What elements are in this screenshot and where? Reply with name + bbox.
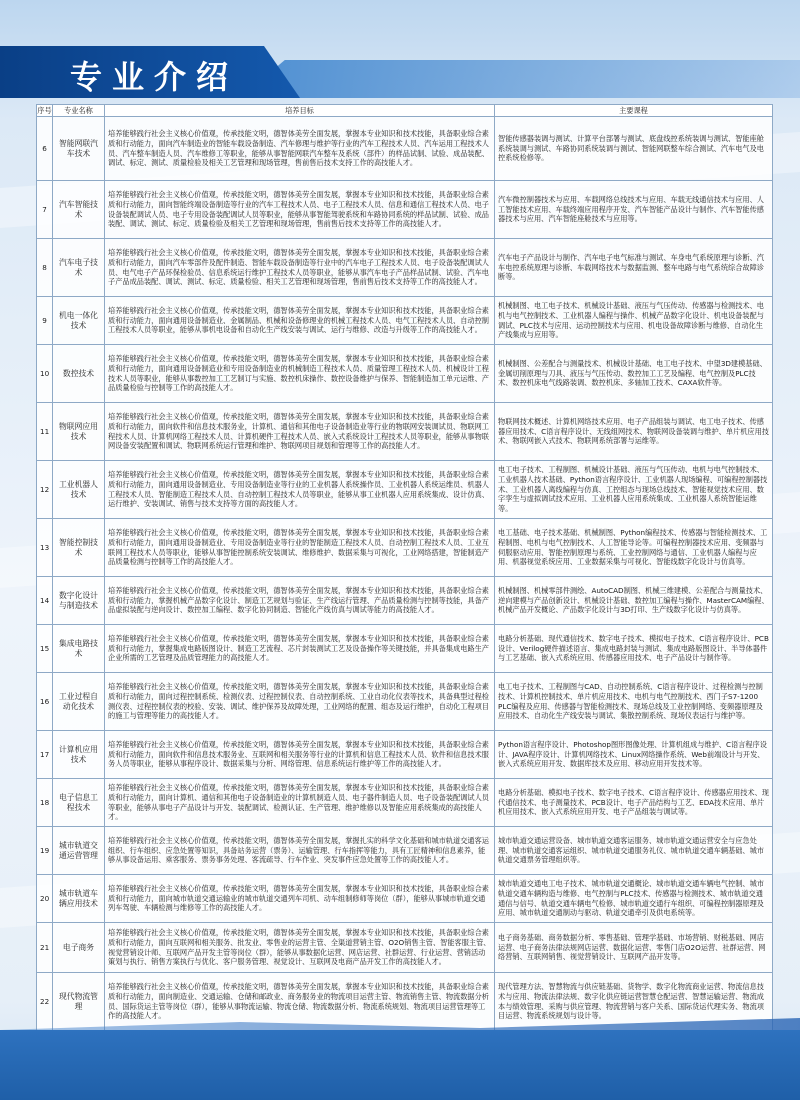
page-title: 专业介绍 [70, 58, 239, 96]
table-row [37, 297, 773, 345]
row-no: 6 [37, 117, 53, 181]
row-courses: 物联网技术概述、计算机网络技术应用、电子产品组装与调试、电工电子技术、传感器应用技术、C语言程序设计、无线组网技术、物联网设备装调与维护、单片机应用技术、物联网嵌入式技术、物联网系统部署与运维等。 [495, 403, 773, 461]
row-no: 9 [37, 297, 53, 345]
table-row [37, 731, 773, 779]
row-objective: 培养能够践行社会主义核心价值观，传承技能文明，德智体美劳全面发展，掌握本专业知识和技术技能，具备职业综合素质和行动能力，面向通用设备制造业、专用设备制造业等行业的智能制造工程技术人员、自动控制工程技术人员、工业互联网工程技术人员等职业，能够从事智能控制系统安装调试、维修维护、数据采集与可视化，工业网络搭建，智能制造产品质量检测与控制等工作的高技能人才。 [105, 519, 495, 577]
row-objective: 培养能够践行社会主义核心价值观，传承技能文明，德智体美劳全面发展，掌握本专业知识和技术技能，具备职业综合素质和行动能力，面向通用设备制造业、专用设备制造业等行业的工业机器人系统操作员、工业机器人系统运维员、机器人工程技术人员、智能制造工程技术人员、自动控制工程技术人员等职业，能够从事工业机器人应用系统集成、设计仿真、运行维护、安装调试、销售与技术支持等方面的高技能人才。 [105, 461, 495, 519]
row-no: 18 [37, 779, 53, 827]
row-objective: 培养能够践行社会主义核心价值观，传承技能文明，德智体美劳全面发展，掌握本专业知识和技术技能，具备职业综合素质和行动能力，面向汽车制造业的智能车载设备制造、汽车修理与维护等行业的汽车工程技术人员、汽车运用工程技术人员、汽车整车制造人员、汽车维修工等职业，能够从事智能网联汽车整车及系统（部件）的样品试制、试验、成品装配、调试、标定、测试、质量检验及相关工艺管理和现场管理，售前售后技术支持工作的高技能人才。 [105, 117, 495, 181]
row-objective: 培养能够践行社会主义核心价值观，传承技能文明，德智体美劳全面发展，掌握本专业知识和技术技能，具备职业综合素质和行动能力，面向过程控制系统、检测仪表、过程控制仪表、自动控制系统、工业自动化仪表等技术，具备典型过程检测仪表、过程控制仪表的校验、安装、调试、维护保养及故障处理，工业网络的配置、组态及运行维护，自动化工程项目的施工与管理等能力的高技能人才。 [105, 673, 495, 731]
row-program-name: 工业机器人技术 [53, 461, 105, 519]
row-objective: 培养能够践行社会主义核心价值观，传承技能文明，德智体美劳全面发展，掌握本专业知识和技术技能，具备职业综合素质和行动能力，面向计算机、通信和其他电子设备制造业的计算机制造人员、电子器件制造人员、电子设备装配调试人员等职业，能够从事电子产品设计与开发、装配调试、检测认证、生产管理、维护维修以及智能应用系统集成的高技能人才。 [105, 779, 495, 827]
row-program-name: 现代物流管理 [53, 973, 105, 1031]
row-courses: 城市轨道交通电工电子技术、城市轨道交通概论、城市轨道交通车辆电气控制、城市轨道交通车辆构造与维修、电气控制与PLC技术、传感器与检测技术、城市轨道交通通信与信号、轨道交通车辆电气检修、城市轨道交通行车组织、可编程控制器原理及应用、城市轨道交通制动与驱动、轨道交通牵引及供电系统等。 [495, 875, 773, 923]
row-no: 7 [37, 181, 53, 239]
table-row [37, 673, 773, 731]
table-row [37, 117, 773, 181]
row-program-name: 电子商务 [53, 923, 105, 973]
row-program-name: 工业过程自动化技术 [53, 673, 105, 731]
row-objective: 培养能够践行社会主义核心价值观，传承技能文明，德智体美劳全面发展，掌握本专业知识和技术技能，具备职业综合素质和行动能力，面向智能终端设备制造等行业的汽车工程技术人员、电子工程技术人员、信息和通信工程技术人员、电子设备装配调试人员、电子专用设备装配调试人员等职业，能够从事智能驾驶系统和车路协同系统的样品试制、试验、成品装配、调试、测试、标定、质量检验及相关工艺管理和现场管理，售前售后技术支持等工作的高技能人才。 [105, 181, 495, 239]
row-courses: 机械制图、电工电子技术、机械设计基础、液压与气压传动、传感器与检测技术、电机与电气控制技术、工业机器人编程与操作、机械产品数字化设计、机电设备装配与调试、PLC技术与应用、运动控制技术与应用、机电设备故障诊断与维修、自动化生产线集成与应用等。 [495, 297, 773, 345]
row-program-name: 城市轨道交通运营管理 [53, 827, 105, 875]
row-objective: 培养能够践行社会主义核心价值观，传承技能文明，德智体美劳全面发展，掌握本专业知识和技术技能，具备职业综合素质和行动能力，面向通用设备制造业、金属制品、机械和设备修理业的机械工程技术人员、电气工程技术人员、自动控制工程技术人员等职业，能够从事机电设备和自动化生产线安装与调试、运行与维修、改造与升级等工作的高技能人才。 [105, 297, 495, 345]
row-courses: 电路分析基础、现代通信技术、数字电子技术、模拟电子技术、C语言程序设计、PCB设计、Verilog硬件描述语言、集成电路封装与测试、集成电路版图设计、半导体器件与工艺基础、嵌入式系统应用、传感器应用技术、电子产品设计与制作等。 [495, 625, 773, 673]
row-objective: 培养能够践行社会主义核心价值观，传承技能文明，德智体美劳全面发展，掌握本专业知识和技术技能，具备职业综合素质和行动能力，面向互联网和相关服务、批发业、零售业的运营主管、全渠道营销主管、O2O销售主管、智能客服主管、视觉营销设计师、互联网产品开发主管等岗位（群），能够从事数据化运营、网店运营、社群运营、行业运营、营销活动策划与执行、销售方案执行与优化、客户服务管理、视觉设计、互联网及电商产品开发工作的高技能人才。 [105, 923, 495, 973]
row-courses: 智能传感器装调与测试、计算平台部署与测试、底盘线控系统装调与测试、智能座舱系统装调与测试、车路协同系统装调与测试、智能网联整车综合测试、汽车电气及电控系统检修等。 [495, 117, 773, 181]
row-no: 15 [37, 625, 53, 673]
row-objective: 培养能够践行社会主义核心价值观，传承技能文明，德智体美劳全面发展，掌握本专业知识和技术技能，具备职业综合素质和行动能力，面向软件和信息技术服务业，计算机、通信和其他电子设备制造业等行业的物联网安装调试员、物联网工程技术人员、计算机网络工程技术人员、计算机硬件工程技术人员、嵌入式系统设计工程技术人员等职业，能够从事物联网设备安装配置和调试、物联网系统运行管理和维护、物联网项目规划和管理等工作的高技能人才。 [105, 403, 495, 461]
header-objective: 培养目标 [105, 105, 495, 117]
row-courses: 城市轨道交通运营设备、城市轨道交通客运服务、城市轨道交通运营安全与应急处理、城市轨道交通客运组织、城市轨道交通服务礼仪、城市轨道交通车辆基础、城市轨道交通票务管理组织等。 [495, 827, 773, 875]
row-no: 16 [37, 673, 53, 731]
row-program-name: 智能控制技术 [53, 519, 105, 577]
row-courses: 现代管理方法、智慧物流与供应链基础、货物学、数字化物流商业运营、物流信息技术与应用、物流法律法规、数字化供应链运营智慧仓配运营、智慧运输运营、物流成本与绩效管理、采购与供应管理、物流营销与客户关系、国际货运代理实务、物流项目运营、物流系统规划与设计等。 [495, 973, 773, 1031]
row-objective: 培养能够践行社会主义核心价值观，传承技能文明，德智体美劳全面发展，掌握本专业知识和技术技能，具备职业综合素质和行动能力，面向通用设备制造业和专用设备制造业的机械制造工程技术人员、质量管理工程技术人员、机械设计工程技术人员等职业，能够从事数控加工工艺制订与实施、数控机床操作、数控设备维护与保养、智能制造加工单元运维、产品质量检验与控制等工作的高技能人才。 [105, 345, 495, 403]
row-courses: 机械制图、机械零部件测绘、AutoCAD制图、机械三维建模、公差配合与测量技术、逆向建模与产品创新设计、机械设计基础、数控加工编程与操作、MasterCAM编程、机械产品开发概论、产品数字化设计与3D打印、生产线数字化设计与仿真等。 [495, 577, 773, 625]
row-courses: 机械制图、公差配合与测量技术、机械设计基础、电工电子技术、中望3D建模基础、金属切削原理与刀具、液压与气压传动、数控加工工艺及编程、电气控制及PLC技术、数控机床电气线路装调、数控机床、多轴加工技术、CAXA软件等。 [495, 345, 773, 403]
program-table-container [36, 104, 772, 1031]
table-row [37, 239, 773, 297]
row-courses: 汽车电子产品设计与制作、汽车电子电气标准与测试、车身电气系统原理与诊断、汽车电控系统原理与诊断、车载网络技术与数据监测、整车电路与电气系统综合故障诊断等。 [495, 239, 773, 297]
row-no: 22 [37, 973, 53, 1031]
row-courses: 电工基础、电子技术基础、机械制图、Python编程技术、传感器与智能检测技术、工程制图、电机与电气控制技术、人工智能导论等。可编程控制器技术应用、变频器与伺服驱动应用、智能控制原理与系统、工业控制网络与通信、工业机器人编程与应用、机器视觉系统应用、工业数据采集与可视化、智能线数字化设计与仿真等。 [495, 519, 773, 577]
row-objective: 培养能够践行社会主义核心价值观，传承技能文明，德智体美劳全面发展，掌握本专业知识和技术技能，具备职业综合素质和行动能力，面向软件和信息技术服务业、互联网和相关服务等行业的计算机和信息工程技术人员、软件和信息技术服务人员等职业，能够从事程序设计、数据采集与分析、网络管理、信息系统运行维护等工作的高技能人才。 [105, 731, 495, 779]
row-no: 17 [37, 731, 53, 779]
row-courses: 电工电子技术、工程制图、机械设计基础、液压与气压传动、电机与电气控制技术、工业机器人技术基础、Python语言程序设计、工业机器人现场编程、可编程控制器技术、工业机器人离线编程与仿真、工控组态与现场总线技术、智能视觉技术应用、数字孪生与虚拟调试技术应用、工业机器人应用系统集成、工业机器人系统智能运维等。 [495, 461, 773, 519]
row-no: 8 [37, 239, 53, 297]
row-no: 20 [37, 875, 53, 923]
row-courses: 电路分析基础、模拟电子技术、数字电子技术、C语言程序设计、传感器应用技术、现代通信技术、电子测量技术、PCB设计、电子产品结构与工艺、EDA技术应用、单片机应用技术、嵌入式系统应用开发、电子产品组装与调试等。 [495, 779, 773, 827]
row-objective: 培养能够践行社会主义核心价值观，传承技能文明，德智体美劳全面发展，掌握扎实的科学文化基础和城市轨道交通客运组织、行车组织、应急处置等知识，具备站务运营（票务）、运输管理、行车指挥等能力，具有工匠精神和信息素养，能够从事设备运用、乘客服务、票务事务处理、客流疏导、行车作业、突发事件应急处置等工作的高技能人才。 [105, 827, 495, 875]
table-row [37, 181, 773, 239]
row-courses: 汽车微控制器技术与应用、车载网络总线技术与应用、车载无线通信技术与应用、人工智能技术应用、车载终端应用程序开发、汽车智能产品设计与制作、汽车智能传感器技术与应用、汽车智能座舱技术与应用等。 [495, 181, 773, 239]
row-objective: 培养能够践行社会主义核心价值观，传承技能文明，德智体美劳全面发展，掌握本专业知识和技术技能，具备职业综合素质和行动能力，面向制造业、交通运输、仓储和邮政业、商务服务业的物流项目运营主管、物流销售主管、物流数据分析员、国际货运主管等岗位（群），能够从事物流运输、物流仓储、物流数据分析、物流系统规划、物流项目运营管理等工作的高技能人才。 [105, 973, 495, 1031]
table-row [37, 345, 773, 403]
table-row [37, 625, 773, 673]
row-objective: 培养能够践行社会主义核心价值观，传承技能文明，德智体美劳全面发展，掌握本专业知识和技术技能，具备职业综合素质和行动能力，掌握机械产品数字化设计、制造工艺规划与验证、生产线运行管理、产品质量检测与控制等技能，具备产品虚拟装配与逆向设计、数控加工编程、数字化协同制造、智能化产线仿真与调试等能力的高技能人才。 [105, 577, 495, 625]
row-courses: Python语言程序设计、Photoshop图形图像处理、计算机组成与维护、C语言程序设计、JAVA程序设计、计算机网络技术、Linux网络操作系统、Web前端设计与开发、嵌入式系统应用开发、数据库技术及应用、移动应用开发技术等。 [495, 731, 773, 779]
table-row [37, 923, 773, 973]
row-program-name: 计算机应用技术 [53, 731, 105, 779]
row-courses: 电子商务基础、商务数据分析、零售基础、管理学基础、市场营销、财税基础、网店运营、电子商务法律法规网店运营、数据化运营、零售门店O2O运营、社群运营、网络营销、互联网销售、视觉营销设计、互联网产品开发等。 [495, 923, 773, 973]
header-name: 专业名称 [53, 105, 105, 117]
row-no: 11 [37, 403, 53, 461]
row-no: 13 [37, 519, 53, 577]
row-objective: 培养能够践行社会主义核心价值观，传承技能文明，德智体美劳全面发展，掌握本专业知识和技术技能，具备职业综合素质和行动能力，面向城市轨道交通运输业的城市轨道交通列车司机、动车组制修师等岗位（群），能够从事城市轨道交通列车驾驶、车辆检测与维修等工作的高技能人才。 [105, 875, 495, 923]
program-table [36, 104, 773, 1031]
row-program-name: 城市轨道车辆应用技术 [53, 875, 105, 923]
table-row [37, 973, 773, 1031]
table-row [37, 875, 773, 923]
table-row [37, 827, 773, 875]
table-row [37, 577, 773, 625]
row-program-name: 汽车智能技术 [53, 181, 105, 239]
table-row [37, 403, 773, 461]
row-program-name: 物联网应用技术 [53, 403, 105, 461]
row-program-name: 集成电路技术 [53, 625, 105, 673]
row-program-name: 数字化设计与制造技术 [53, 577, 105, 625]
row-objective: 培养能够践行社会主义核心价值观，传承技能文明，德智体美劳全面发展，掌握本专业知识和技术技能，具备职业综合素质和行动能力，面向汽车零部件及配件制造、智能车载设备制造等行业中的汽车电子工程技术人员、电子设备装配调试人员、电气电子产品环保检验员、信息系统运行维护工程技术人员等职业，能够从事汽车电子产品样品试制、试验、汽车电子产品成品装配、调试、测试、标定、质量检验、相关工艺管理和现场管理，售前售后技术支持等工作的高技能人才。 [105, 239, 495, 297]
row-program-name: 智能网联汽车技术 [53, 117, 105, 181]
footer-bar [0, 1030, 800, 1100]
header-courses: 主要课程 [495, 105, 773, 117]
row-program-name: 数控技术 [53, 345, 105, 403]
row-program-name: 汽车电子技术 [53, 239, 105, 297]
row-objective: 培养能够践行社会主义核心价值观，传承技能文明，德智体美劳全面发展，掌握本专业知识和技术技能，具备职业综合素质和行动能力，掌握集成电路版图设计、制造工艺流程、芯片封装测试工艺及设备操作等关键技能，并具备集成电路生产企业所需的工艺管理及品质管理能力的高技能人才。 [105, 625, 495, 673]
row-program-name: 机电一体化技术 [53, 297, 105, 345]
table-row [37, 779, 773, 827]
row-courses: 电工电子技术、工程制图与CAD、自动控制系统、C语言程序设计、过程检测与控制技术、计算机控制技术、单片机应用技术、电机与电气控制技术、西门子S7-1200 PLC编程及应用、传感器与智能检测技术、现场总线及工业控制网络、变频器原理及应用技术、自动化生产线安装与调试、集散控制系统、现场仪表运行与维护等。 [495, 673, 773, 731]
header-light-band [240, 60, 800, 98]
table-header-row [37, 105, 773, 117]
header-no: 序号 [37, 105, 52, 115]
row-program-name: 电子信息工程技术 [53, 779, 105, 827]
table-row [37, 519, 773, 577]
row-no: 14 [37, 577, 53, 625]
row-no: 12 [37, 461, 53, 519]
header-banner [0, 46, 800, 98]
row-no: 10 [37, 345, 53, 403]
row-no: 21 [37, 923, 53, 973]
row-no: 19 [37, 827, 53, 875]
table-row [37, 461, 773, 519]
